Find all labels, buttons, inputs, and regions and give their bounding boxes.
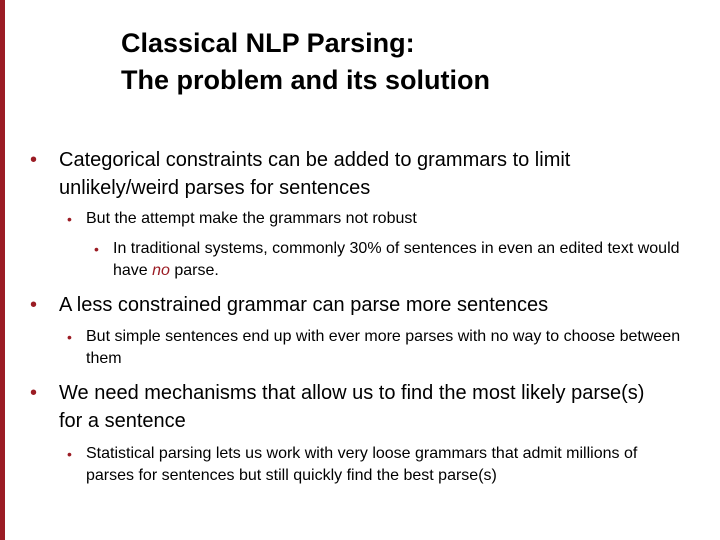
bullet-text-part: In traditional systems, commonly 30% of sentences in even an edited text would have bbox=[113, 240, 680, 279]
bullet-marker: • bbox=[67, 211, 72, 227]
bullet-marker: • bbox=[30, 382, 38, 404]
slide-title-line-2: The problem and its solution bbox=[121, 65, 491, 95]
emphasized-word: no bbox=[152, 262, 170, 279]
bullet-1 bbox=[30, 146, 670, 202]
bullet-3-sub-1 bbox=[67, 443, 687, 487]
bullet-text-part: parse. bbox=[169, 262, 219, 279]
bullet-marker: • bbox=[94, 241, 99, 257]
bullet-1-sub-1-sub-1-text bbox=[113, 238, 694, 282]
bullet-1-sub-1 bbox=[67, 208, 687, 230]
bullet-3-text: We need mechanisms that allow us to find the most likely parse(s) for a sentence bbox=[59, 382, 645, 432]
bullet-1-sub-1-sub-1 bbox=[94, 238, 694, 282]
bullet-1-sub-1-text: But the attempt make the grammars not robust bbox=[86, 210, 417, 227]
bullet-1-text: Categorical constraints can be added to grammars to limit unlikely/weird parses for sentences bbox=[59, 149, 571, 199]
bullet-2-text: A less constrained grammar can parse more sentences bbox=[59, 294, 549, 316]
bullet-marker: • bbox=[67, 329, 72, 345]
bullet-2-sub-1 bbox=[67, 326, 687, 370]
bullet-2 bbox=[30, 291, 670, 319]
bullet-3-sub-1-text: Statistical parsing lets us work with very loose grammars that admit millions of parses for sentences but still quickly find the best parse(s) bbox=[86, 445, 638, 484]
bullet-2-sub-1-text: But simple sentences end up with ever more parses with no way to choose between them bbox=[86, 328, 681, 367]
bullet-marker: • bbox=[67, 446, 72, 462]
bullet-marker: • bbox=[30, 294, 38, 316]
slide-title-line-1: Classical NLP Parsing: bbox=[121, 28, 415, 58]
bullet-3 bbox=[30, 379, 670, 435]
bullet-marker: • bbox=[30, 149, 38, 171]
